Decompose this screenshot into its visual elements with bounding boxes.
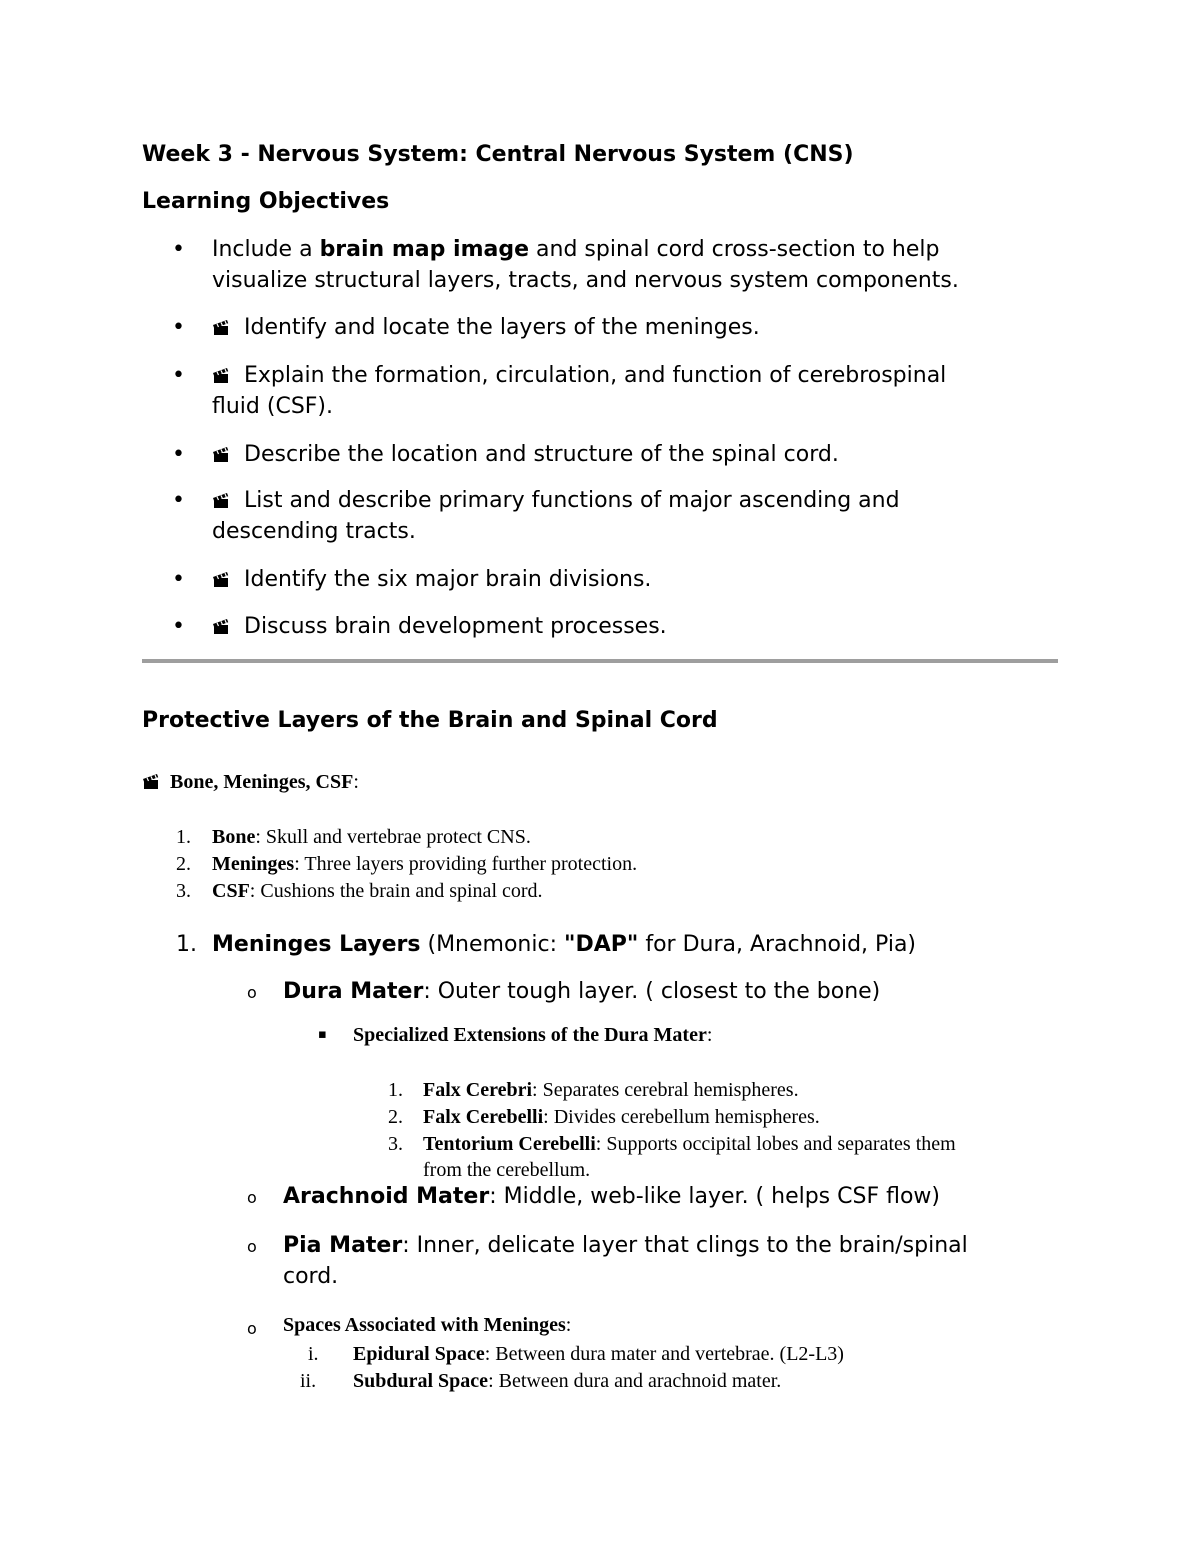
circle-bullet: o bbox=[247, 1319, 257, 1338]
pia-mater-line2: cord. bbox=[283, 1264, 339, 1289]
clapperboard-icon bbox=[142, 772, 160, 790]
objective-3-line2: fluid (CSF). bbox=[212, 394, 334, 419]
circle-bullet: o bbox=[247, 983, 257, 1002]
arachnoid-mater: Arachnoid Mater: Middle, web-like layer. ( helps CSF flow) bbox=[283, 1184, 941, 1209]
clapperboard-icon bbox=[212, 617, 230, 635]
page-title: Week 3 - Nervous System: Central Nervous System (CNS) bbox=[142, 142, 854, 167]
circle-bullet: o bbox=[247, 1188, 257, 1207]
horizontal-rule bbox=[142, 659, 1058, 663]
square-bullet: ▪ bbox=[318, 1027, 327, 1042]
dura-mater: Dura Mater: Outer tough layer. ( closest to the bone) bbox=[283, 979, 881, 1004]
list-item: Bone: Skull and vertebrae protect CNS. bbox=[212, 826, 531, 848]
list-number: 2. bbox=[176, 853, 191, 875]
list-number: 3. bbox=[176, 880, 191, 902]
pia-mater: Pia Mater: Inner, delicate layer that clings to the brain/spinal bbox=[283, 1233, 968, 1258]
list-number: 3. bbox=[388, 1133, 403, 1155]
objective-5-line2: descending tracts. bbox=[212, 519, 416, 544]
bullet: • bbox=[172, 237, 185, 262]
clapperboard-icon bbox=[212, 445, 230, 463]
clapperboard-icon bbox=[212, 570, 230, 588]
list-number: 1. bbox=[176, 932, 197, 957]
list-number: 2. bbox=[388, 1106, 403, 1128]
list-number: 1. bbox=[388, 1079, 403, 1101]
list-item-continuation: from the cerebellum. bbox=[423, 1159, 591, 1181]
bullet: • bbox=[172, 488, 185, 513]
bullet: • bbox=[172, 363, 185, 388]
objective-6: Identify the six major brain divisions. bbox=[212, 567, 651, 592]
list-item: Subdural Space: Between dura and arachnoid mater. bbox=[353, 1370, 782, 1392]
objective-4: Describe the location and structure of the spinal cord. bbox=[212, 442, 839, 467]
clapperboard-icon bbox=[212, 318, 230, 336]
list-item: Meninges: Three layers providing further protection. bbox=[212, 853, 638, 875]
objective-1: Include a brain map image and spinal cord cross-section to help bbox=[212, 237, 940, 262]
list-number: ii. bbox=[300, 1370, 317, 1392]
clapperboard-icon bbox=[212, 491, 230, 509]
section-heading: Protective Layers of the Brain and Spinal Cord bbox=[142, 708, 718, 733]
spaces-heading: Spaces Associated with Meninges: bbox=[283, 1314, 572, 1336]
circle-bullet: o bbox=[247, 1237, 257, 1256]
bullet: • bbox=[172, 315, 185, 340]
list-number: i. bbox=[308, 1343, 319, 1365]
bullet: • bbox=[172, 614, 185, 639]
objectives-heading: Learning Objectives bbox=[142, 189, 390, 214]
bullet: • bbox=[172, 567, 185, 592]
list-item: Tentorium Cerebelli: Supports occipital lobes and separates them bbox=[423, 1133, 956, 1155]
objective-1-line2: visualize structural layers, tracts, and nervous system components. bbox=[212, 268, 959, 293]
objective-2: Identify and locate the layers of the meninges. bbox=[212, 315, 760, 340]
list-number: 1. bbox=[176, 826, 191, 848]
objective-5: List and describe primary functions of major ascending and bbox=[212, 488, 900, 513]
extensions-heading: Specialized Extensions of the Dura Mater: bbox=[353, 1024, 713, 1046]
list-item: Falx Cerebelli: Divides cerebellum hemispheres. bbox=[423, 1106, 820, 1128]
list-item: Falx Cerebri: Separates cerebral hemispheres. bbox=[423, 1079, 799, 1101]
objective-7: Discuss brain development processes. bbox=[212, 614, 667, 639]
meninges-layers-heading: Meninges Layers (Mnemonic: "DAP" for Dura, Arachnoid, Pia) bbox=[212, 932, 917, 957]
bullet: • bbox=[172, 442, 185, 467]
list-item: CSF: Cushions the brain and spinal cord. bbox=[212, 880, 543, 902]
list-item: Epidural Space: Between dura mater and vertebrae. (L2-L3) bbox=[353, 1343, 844, 1365]
clapperboard-icon bbox=[212, 366, 230, 384]
objective-3: Explain the formation, circulation, and function of cerebrospinal bbox=[212, 363, 946, 388]
bmc-heading: Bone, Meninges, CSF: bbox=[142, 771, 359, 794]
